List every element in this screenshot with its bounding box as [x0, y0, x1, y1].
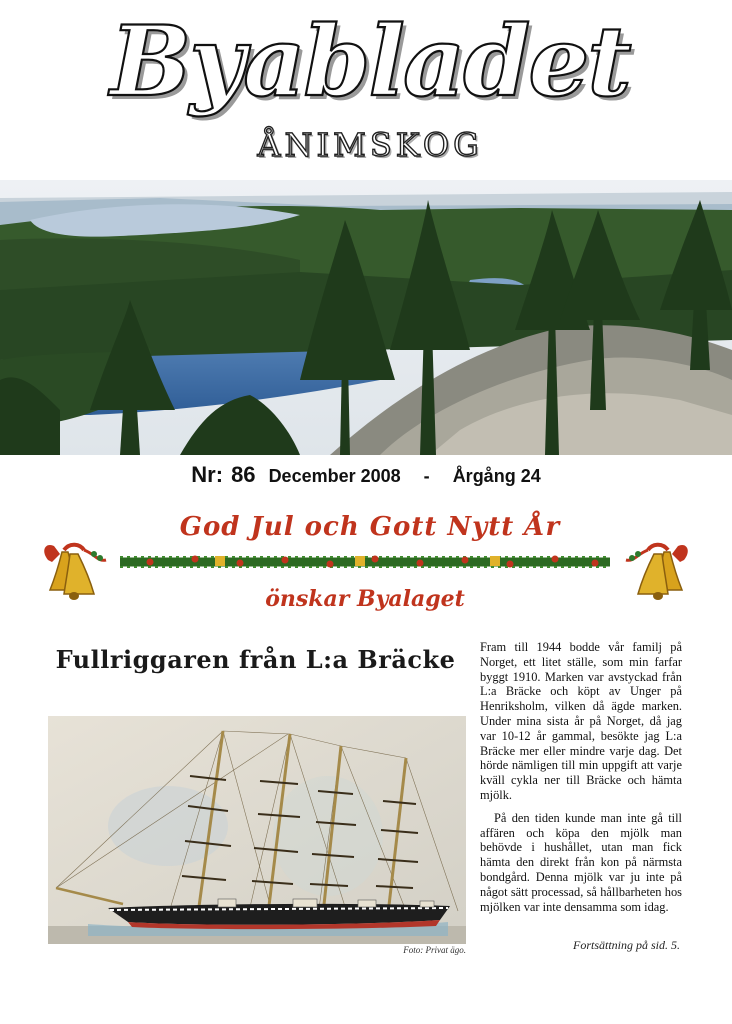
- issue-number-label: Nr:: [191, 462, 224, 487]
- masthead: [0, 0, 732, 182]
- ship-model-photo: [48, 716, 466, 944]
- issue-number: 86: [231, 462, 256, 487]
- greeting-sender: önskar Byalaget: [265, 586, 465, 612]
- cover-landscape-photo: [0, 180, 732, 455]
- bell-right-icon: [612, 540, 692, 610]
- photo-caption: Foto: Privat ägo.: [403, 945, 466, 955]
- holiday-greeting: God Jul och Gott Nytt År: [179, 512, 561, 542]
- article-title: Fullriggaren från L:a Bräcke: [55, 645, 456, 674]
- issue-info: [0, 462, 732, 488]
- article-body: [480, 640, 682, 914]
- garland-decoration: [120, 545, 610, 579]
- newspaper-title: Byabladet: [110, 5, 630, 118]
- bell-left-icon: [40, 540, 120, 610]
- continued-note: Fortsättning på sid. 5.: [572, 938, 680, 952]
- issue-date: December 2008: [268, 466, 401, 486]
- article-paragraph: På den tiden kunde man inte gå till affären och köpa den mjölk man behövde i hushållet, utan man fick hämta den direkt från kon på närmsta bondgård. Denna mjölk var ju inte på något sätt processad, så hållbarheten hos mjölken var inte densamma som idag.: [480, 810, 682, 914]
- article-paragraph: Fram till 1944 bodde vår familj på Norget, ett litet ställe, som min farfar byggt 1910. Marken var avstyckad från L:a Bräcke och köpt av Unger på Henriksholm, vilken då ägde marken. Under mina sista år på Norget, då jag var 10-12 år gammal, besökte jag L:a Bräcke mer eller mindre varje dag. Det hörde nämligen till min uppgift att varje kväll cykla ner till Bräcke och hämta mjölk.: [480, 640, 682, 802]
- issue-separator: -: [423, 466, 430, 486]
- newspaper-subtitle: ÅNIMSKOG: [257, 126, 483, 164]
- issue-volume: Årgång 24: [452, 466, 541, 486]
